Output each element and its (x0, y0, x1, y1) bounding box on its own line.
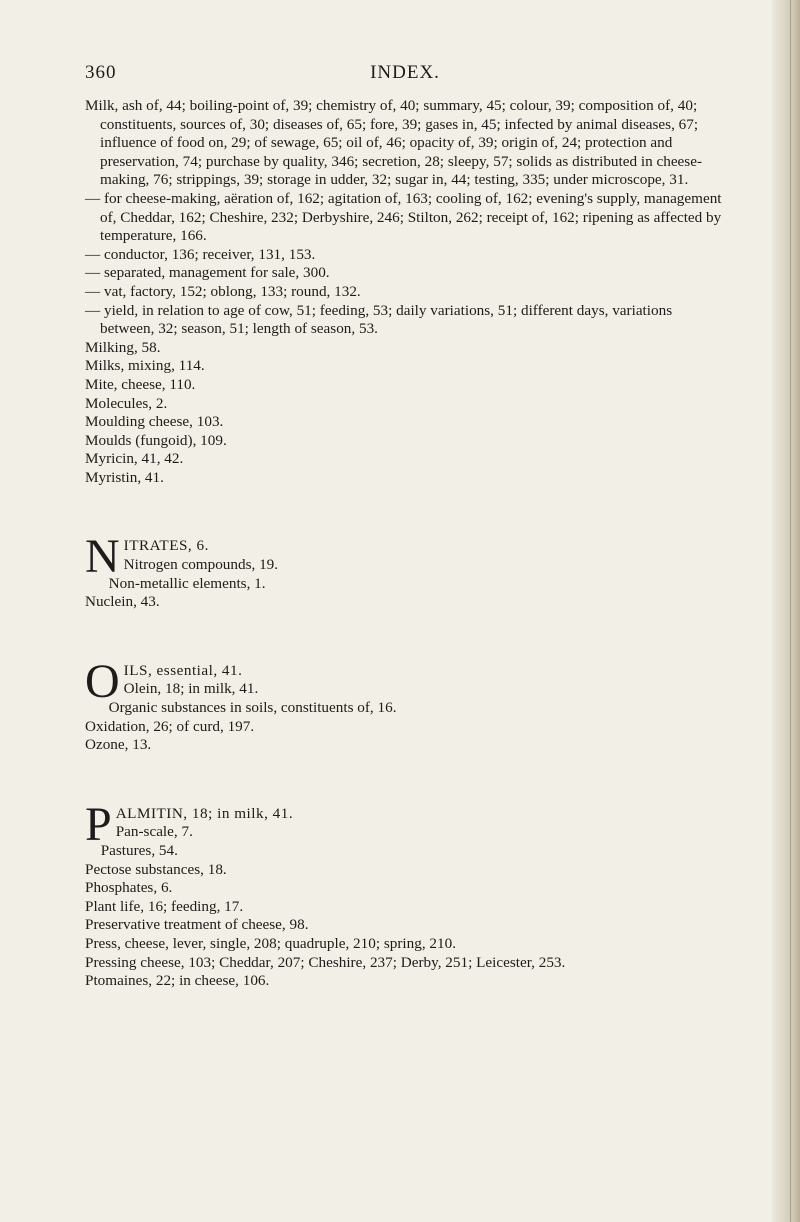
index-entry-milking: Milking, 58. (85, 338, 161, 356)
index-entry-milks: Milks, mixing, 114. (85, 357, 205, 375)
index-entry-milk-vat: — vat, factory, 152; oblong, 133; round, 132. (85, 282, 361, 300)
section-p (85, 797, 725, 991)
index-entry-myristin: Myristin, 41. (85, 468, 164, 486)
index-entry-phosphates: Phosphates, 6. (85, 879, 173, 897)
section-n (85, 530, 725, 611)
index-entry-non-metallic: Non-metallic elements, 1. (108, 574, 266, 592)
index-entry-mite: Mite, cheese, 110. (85, 375, 196, 393)
index-entry-oils: ILS, essential, 41. (123, 661, 243, 679)
dropcap-n: N (85, 530, 120, 584)
section-o (85, 654, 725, 755)
index-entry-milk-separated: — separated, management for sale, 300. (85, 264, 330, 282)
index-entry-pan-scale: Pan-scale, 7. (115, 823, 193, 841)
index-entry-molecules: Molecules, 2. (85, 394, 168, 412)
index-entry-milk-conductor: — conductor, 136; receiver, 131, 153. (85, 245, 316, 263)
index-entry-moulds: Moulds (fungoid), 109. (85, 431, 227, 449)
index-entry-palmitin: ALMITIN, 18; in milk, 41. (115, 804, 294, 822)
index-entry-nitrogen: Nitrogen compounds, 19. (123, 556, 279, 574)
index-entry-pressing: Pressing cheese, 103; Cheddar, 207; Cheshire, 237; Derby, 251; Leicester, 253. (85, 953, 566, 971)
page-edge (772, 0, 800, 1222)
index-entry-milk-cheese-making: — for cheese-making, aëration of, 162; agitation of, 163; cooling of, 162; evening's supply, management of, Cheddar, 162; Cheshire, 232; Derbyshire, 246; Stilton, 262; receipt of, 162; ripening as affected by temperature, 166. (85, 189, 722, 245)
page-number: 360 (85, 62, 117, 83)
running-head: INDEX. (370, 62, 440, 83)
index-entry-ptomaines: Ptomaines, 22; in cheese, 106. (85, 972, 270, 990)
dropcap-p: P (85, 797, 112, 851)
index-entry-pectose: Pectose substances, 18. (85, 860, 227, 878)
index-entry-press: Press, cheese, lever, single, 208; quadruple, 210; spring, 210. (85, 934, 456, 952)
index-entry-pastures: Pastures, 54. (100, 842, 178, 859)
index-content (85, 97, 725, 991)
index-entry-myricin: Myricin, 41, 42. (85, 450, 184, 468)
index-entry-oxidation: Oxidation, 26; of curd, 197. (85, 717, 255, 735)
index-entry-milk: Milk, ash of, 44; boiling-point of, 39; chemistry of, 40; summary, 45; colour, 39; composition of, 40; constituents, sources of, 30; diseases of, 65; fore, 39; gases in, 45; infected by animal diseases, 67; influence of food on, 29; of sewage, 65; oil of, 46; opacity of, 39; origin of, 24; protection and preservation, 74; purchase by quality, 346; secretion, 28; sleepy, 57; solids as distributed in cheese-making, 76; strippings, 39; storage in udder, 32; sugar in, 44; testing, 335; under microscope, 31. (85, 97, 703, 189)
index-entry-moulding: Moulding cheese, 103. (85, 413, 224, 431)
index-entry-olein: Olein, 18; in milk, 41. (123, 680, 259, 698)
index-entry-plant-life: Plant life, 16; feeding, 17. (85, 897, 244, 915)
page-header (85, 62, 725, 92)
index-entry-nuclein: Nuclein, 43. (85, 593, 160, 611)
index-entry-organic: Organic substances in soils, constituents of, 16. (108, 699, 397, 717)
milk-entries (85, 97, 725, 487)
index-entry-preservative: Preservative treatment of cheese, 98. (85, 916, 309, 934)
index-entry-milk-yield: — yield, in relation to age of cow, 51; feeding, 53; daily variations, 51; different days, variations between, 32; season, 51; length of season, 53. (85, 301, 673, 338)
index-entry-nitrates: ITRATES, 6. (123, 537, 209, 555)
dropcap-o: O (85, 654, 120, 708)
index-entry-ozone: Ozone, 13. (85, 736, 152, 754)
